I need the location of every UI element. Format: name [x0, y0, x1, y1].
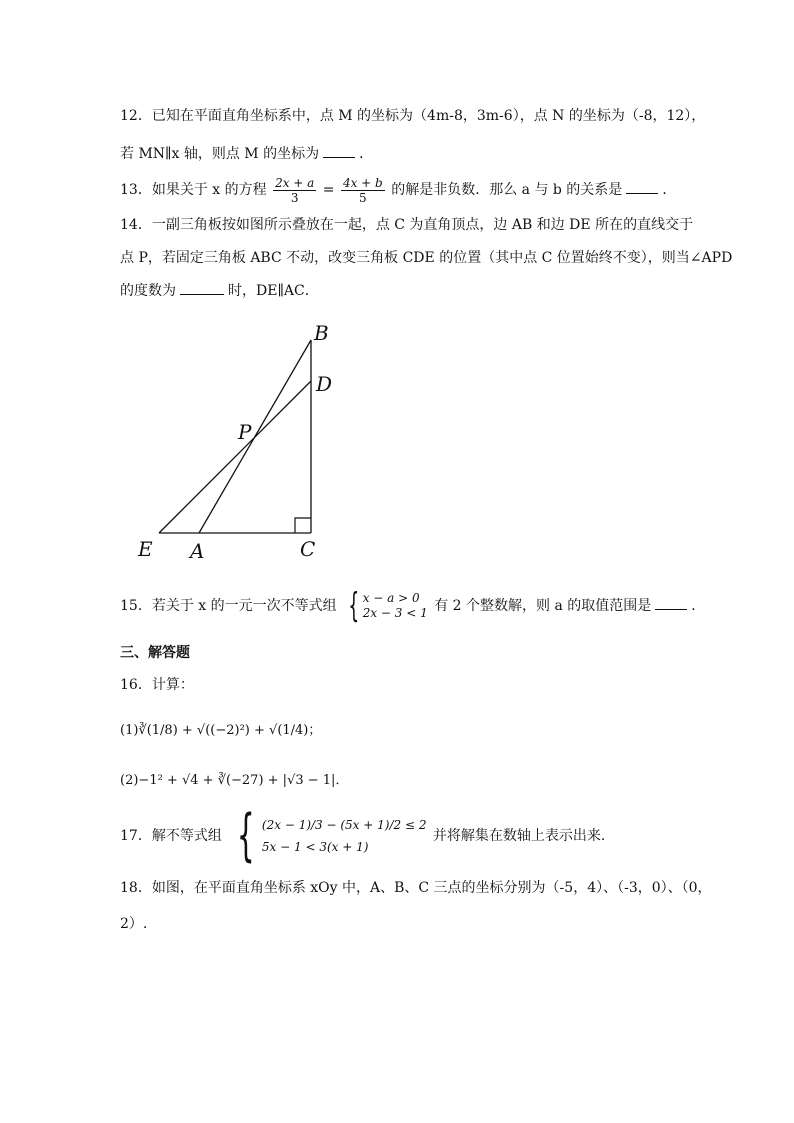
q18-line1: 18．如图，在平面直角坐标系 xOy 中，A、B、C 三点的坐标分别为（-5，4）、（-3，0）、（0，	[120, 880, 712, 896]
q14-line3	[120, 280, 319, 301]
q13-suffix: 的解是非负数．那么 a 与 b 的关系是	[391, 182, 623, 198]
q14-line3-post: 时，DE∥AC．	[228, 283, 319, 299]
q15-tail: ．	[691, 598, 706, 614]
q13-frac2-denominator: 5	[359, 190, 367, 205]
q16-p1-label: (1)	[120, 723, 139, 738]
q13-prefix: 13．如果关于 x 的方程	[120, 182, 267, 198]
q17-row1: (2x − 1)/3 − (5x + 1)/2 ≤ 2	[261, 818, 427, 832]
q13-frac1-denominator: 3	[290, 190, 299, 205]
q13-equals: =	[322, 182, 335, 198]
label-c: C	[300, 537, 316, 561]
q16-p2-label: (2)	[120, 773, 139, 788]
q16-part1	[120, 721, 321, 741]
q15-suffix: 有 2 个整数解，则 a 的取值范围是	[434, 598, 652, 614]
q14-line2: 点 P，若固定三角板 ABC 不动，改变三角板 CDE 的位置（其中点 C 位置始终不变），则当∠APD	[120, 250, 733, 266]
q12-tail: ．	[359, 146, 374, 162]
q16-p1-expr: ∛(1/8) + √((−2)²) + √(1/4)	[138, 723, 309, 738]
q16-part2	[120, 771, 348, 791]
q13-answer-blank	[626, 179, 658, 194]
q12-line1: 12．已知在平面直角坐标系中，点 M 的坐标为（4m-8，3m-6），点 N 的坐标为（-8，12），	[120, 108, 706, 124]
q15-prefix: 15．若关于 x 的一元一次不等式组	[120, 598, 337, 614]
q14-answer-blank	[180, 280, 224, 295]
label-a: A	[190, 539, 205, 563]
label-d: D	[316, 372, 333, 396]
segment-ed	[159, 381, 311, 533]
q17-suffix: 并将解集在数轴上表示出来.	[432, 828, 606, 844]
q18-line2: 2）.	[120, 916, 148, 932]
q13-fraction-right	[341, 176, 385, 205]
q12-line2	[120, 143, 373, 164]
q13-line	[120, 175, 676, 205]
q16-p2-expr: −1² + √4 + ∛(−27) + |√3 − 1|	[138, 773, 336, 788]
q15-row2: 2x − 3 < 1	[362, 606, 428, 620]
q17-inequality-system	[228, 803, 427, 868]
label-e: E	[138, 537, 153, 561]
q15-row1: x − a > 0	[362, 591, 420, 605]
q15-inequality-system	[343, 586, 428, 626]
q13-tail: ．	[662, 182, 677, 198]
q13-frac1-numerator: 2x + a	[275, 175, 315, 190]
q16-p2-tail: ．	[335, 773, 349, 788]
q13-frac2-numerator: 4x + b	[342, 175, 383, 190]
q12-line2-text: 若 MN∥x 轴，则点 M 的坐标为	[120, 146, 320, 162]
q17-line	[120, 803, 606, 868]
triangle-figure	[130, 318, 340, 568]
q14-line1: 14．一副三角板按如图所示叠放在一起，点 C 为直角顶点，边 AB 和边 DE 所在的直线交于	[120, 217, 694, 233]
q15-answer-blank	[655, 595, 687, 610]
q16-title: 16．计算：	[120, 677, 194, 693]
q16-p1-tail: ；	[308, 723, 322, 738]
right-angle-mark	[295, 518, 311, 533]
q15-line	[120, 588, 705, 624]
q12-answer-blank	[323, 143, 355, 158]
label-p: P	[238, 420, 252, 444]
q13-fraction-left	[273, 176, 316, 205]
q15-brace: {	[348, 586, 360, 626]
label-b: B	[314, 321, 329, 345]
q17-prefix: 17．解不等式组	[120, 828, 222, 844]
q17-brace: {	[237, 803, 256, 868]
section-3-title: 三、解答题	[120, 645, 190, 661]
q14-line3-pre: 的度数为	[120, 283, 176, 299]
q17-row2: 5x − 1 < 3(x + 1)	[261, 840, 369, 854]
